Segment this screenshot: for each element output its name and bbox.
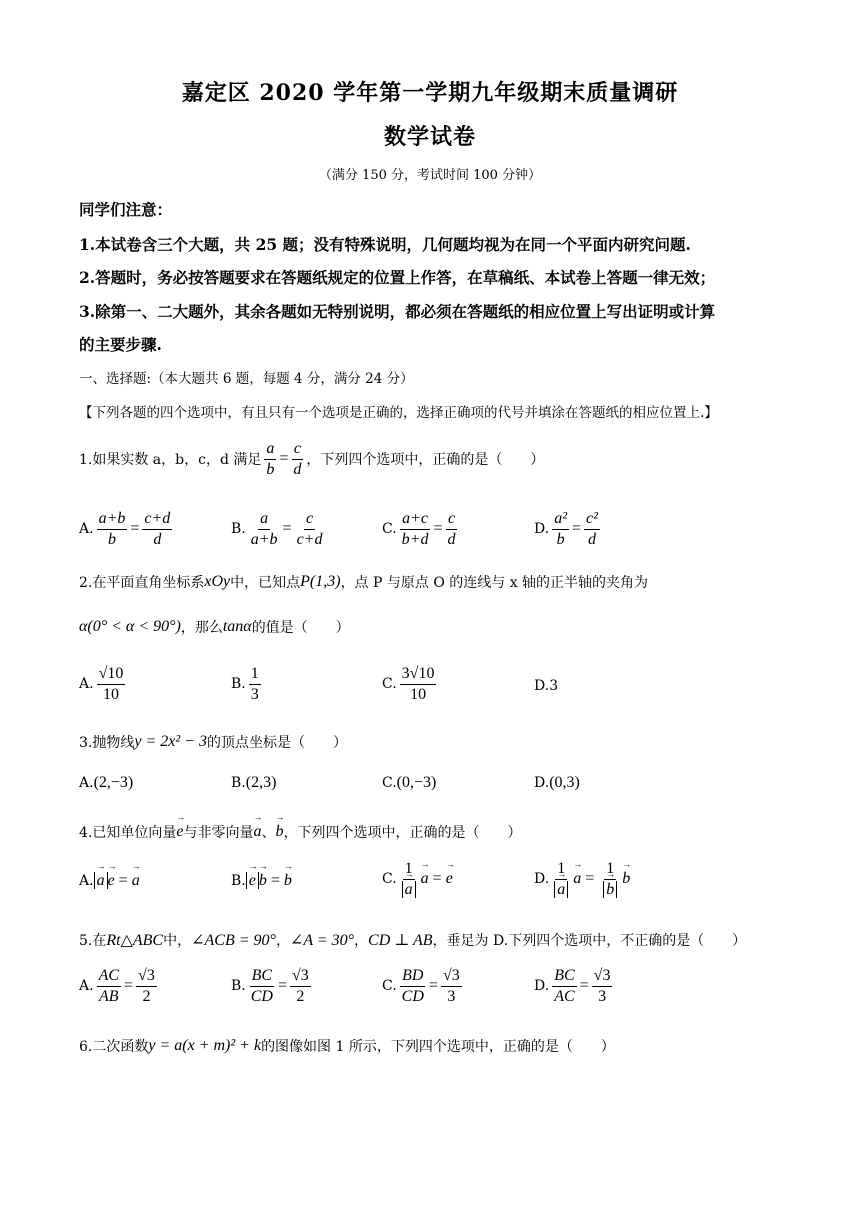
q2-option-c: C. $\frac{3√10}{10}$ <box>382 665 435 703</box>
instruction-2: 2.答题时，务必按答题要求在答题纸规定的位置上作答，在草稿纸、本试卷上答题一律无效； <box>79 268 716 287</box>
q4-option-a: A. → a→ e = → a <box>79 872 140 890</box>
section-heading: 一、选择题:（本大题共 6 题，每题 4 分，满分 24 分） <box>79 371 414 387</box>
instruction-3: 3.除第一、二大题外，其余各题如无特别说明，都必须在答题纸的相应位置上写出证明或计算 <box>79 302 716 321</box>
q5-option-c: C. $\frac{BD}{CD}$ = $\frac{√3}{3}$ <box>382 967 460 1005</box>
q5-option-a: A. $\frac{AC}{AB}$ = $\frac{√3}{2}$ <box>79 967 155 1005</box>
q1-option-c: C. $\frac{a+c}{b+d}$ = $\frac{c}{d}$ <box>382 510 456 548</box>
question-5-stem: 5.在 Rt△ABC 中， ∠ACB = 90° ， ∠A = 30° ， CD ⊥ AB ，垂足为 D.下列四个选项中，不正确的是（ ） <box>79 932 747 949</box>
q2-option-d: D. 3 <box>534 678 559 694</box>
exam-note: （满分 150 分，考试时间 100 分钟） <box>318 168 542 183</box>
q4-option-c: C. 1 → a → a = → e <box>382 860 453 898</box>
q5-option-d: D. $\frac{BC}{AC}$ = $\frac{√3}{3}$ <box>534 967 611 1005</box>
section-rule: 【下列各题的四个选项中，有且只有一个选项是正确的，选择正确项的代号并填涂在答题纸的相应位置上.】 <box>79 405 718 421</box>
q3-option-d: D. (0,3) <box>534 774 580 791</box>
q1-option-a: A. $\frac{a+b}{b}$ = $\frac{c+d}{d}$ <box>79 510 171 548</box>
q3-option-a: A. (2,−3) <box>79 774 134 791</box>
question-4-stem: 4.已知单位向量 → e 与非零向量 → a 、 → b ，下列四个选项中，正确的是（ ） <box>79 822 521 842</box>
question-3-stem: 3.抛物线 y = 2x² − 3 的顶点坐标是（ ） <box>79 733 347 751</box>
question-2-stem-cont: α(0° < α < 90°) ，那么 tanα 的值是（ ） <box>79 618 350 636</box>
q1-option-d: D. $\frac{\text{a²}}{b}$ = $\frac{\text{c²}}{d}$ <box>534 510 598 548</box>
exam-subject: 数学试卷 <box>383 124 476 150</box>
q3-option-b: B. (2,3) <box>231 774 277 791</box>
q5-option-b: B. $\frac{BC}{CD}$ = $\frac{√3}{2}$ <box>231 967 309 1005</box>
q4-option-d: D. 1 → a → a = 1 → b → b <box>534 860 630 898</box>
q1-stem-formula: $\frac{a}{b}$ = $\frac{c}{d}$ <box>266 440 302 478</box>
question-1-stem: 1.如果实数 a，b，c，d 满足 $\frac{a}{b}$ = $\frac{c}{d}$ ，下列四个选项中，正确的是（ ） <box>79 440 545 478</box>
q1-option-b: B. $\frac{a}{a+b}$ = $\frac{c}{c+d}$ <box>231 510 323 548</box>
instruction-1: 1.本试卷含三个大题，共 25 题；没有特殊说明，几何题均视为在同一个平面内研究问题. <box>79 235 691 254</box>
instruction-3-cont: 的主要步骤. <box>79 335 162 354</box>
question-6-stem: 6.二次函数 y = a(x + m)² + k 的图像如图 1 所示，下列四个选项中，正确的是（ ） <box>79 1037 615 1055</box>
q2-option-b: B. $\frac{1}{3}$ <box>231 665 259 703</box>
q4-option-b: B. → e→ b = → b <box>231 872 292 890</box>
q3-option-c: C. (0,−3) <box>382 774 437 791</box>
exam-title: 嘉定区 2020 学年第一学期九年级期末质量调研 <box>181 80 679 106</box>
instructions-heading: 同学们注意： <box>79 200 173 219</box>
q2-option-a: A. $\frac{√10}{10}$ <box>79 665 124 703</box>
question-2-stem: 2.在平面直角坐标系 xOy 中，已知点 P(1,3) ，点 P 与原点 O 的连线与 x 轴的正半轴的夹角为 <box>79 573 649 591</box>
